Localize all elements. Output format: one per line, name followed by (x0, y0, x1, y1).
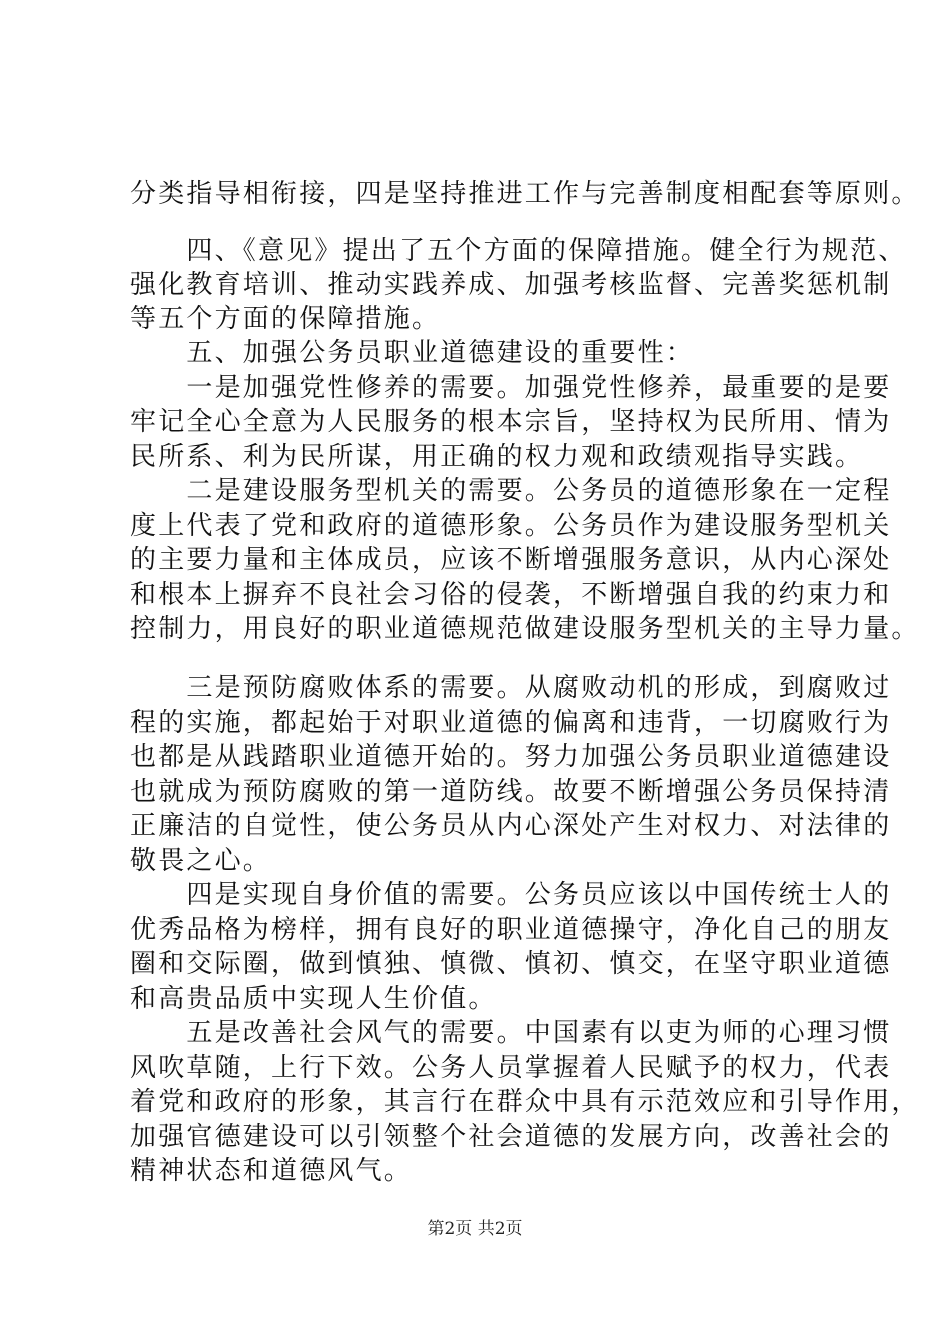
text-line: 四、《意见》提出了五个方面的保障措施。健全行为规范、 (130, 236, 907, 266)
text-line: 也就成为预防腐败的第一道防线。故要不断增强公务员保持清 (130, 777, 892, 807)
text-line: 圈和交际圈，做到慎独、慎微、慎初、慎交，在坚守职业道德 (130, 949, 892, 979)
text-line: 民所系、利为民所谋，用正确的权力观和政绩观指导实践。 (130, 442, 864, 472)
text-line: 五是改善社会风气的需要。中国素有以吏为师的心理习惯 (130, 1018, 892, 1048)
text-line: 强化教育培训、推动实践养成、加强考核监督、完善奖惩机制 (130, 270, 892, 300)
text-line: 一是加强党性修养的需要。加强党性修养，最重要的是要 (130, 373, 892, 403)
text-line: 和根本上摒弃不良社会习俗的侵袭，不断增强自我的约束力和 (130, 580, 892, 610)
text-line: 精神状态和道德风气。 (130, 1156, 413, 1186)
text-line: 风吹草随，上行下效。公务人员掌握着人民赋予的权力，代表 (130, 1053, 892, 1083)
text-line: 着党和政府的形象，其言行在群众中具有示范效应和引导作用， (130, 1087, 920, 1117)
text-line: 正廉洁的自觉性，使公务员从内心深处产生对权力、对法律的 (130, 811, 892, 841)
text-line: 分类指导相衔接，四是坚持推进工作与完善制度相配套等原则。 (130, 179, 920, 209)
text-line: 控制力，用良好的职业道德规范做建设服务型机关的主导力量。 (130, 614, 920, 644)
text-line: 等五个方面的保障措施。 (130, 304, 441, 334)
text-line: 度上代表了党和政府的道德形象。公务员作为建设服务型机关 (130, 511, 892, 541)
text-line: 也都是从践踏职业道德开始的。努力加强公务员职业道德建设 (130, 742, 892, 772)
text-line: 牢记全心全意为人民服务的根本宗旨，坚持权为民所用、情为 (130, 407, 892, 437)
page-number-footer: 第2页 共2页 (427, 1219, 523, 1239)
text-line: 五、加强公务员职业道德建设的重要性： (130, 338, 695, 368)
text-line: 四是实现自身价值的需要。公务员应该以中国传统士人的 (130, 880, 892, 910)
text-line: 敬畏之心。 (130, 846, 272, 876)
text-line: 优秀品格为榜样，拥有良好的职业道德操守，净化自己的朋友 (130, 915, 892, 945)
text-line: 加强官德建设可以引领整个社会道德的发展方向，改善社会的 (130, 1122, 892, 1152)
text-line: 二是建设服务型机关的需要。公务员的道德形象在一定程 (130, 476, 892, 506)
text-line: 的主要力量和主体成员，应该不断增强服务意识，从内心深处 (130, 545, 892, 575)
text-line: 三是预防腐败体系的需要。从腐败动机的形成，到腐败过 (130, 673, 892, 703)
text-line: 和高贵品质中实现人生价值。 (130, 984, 497, 1014)
text-line: 程的实施，都起始于对职业道德的偏离和违背，一切腐败行为 (130, 708, 892, 738)
